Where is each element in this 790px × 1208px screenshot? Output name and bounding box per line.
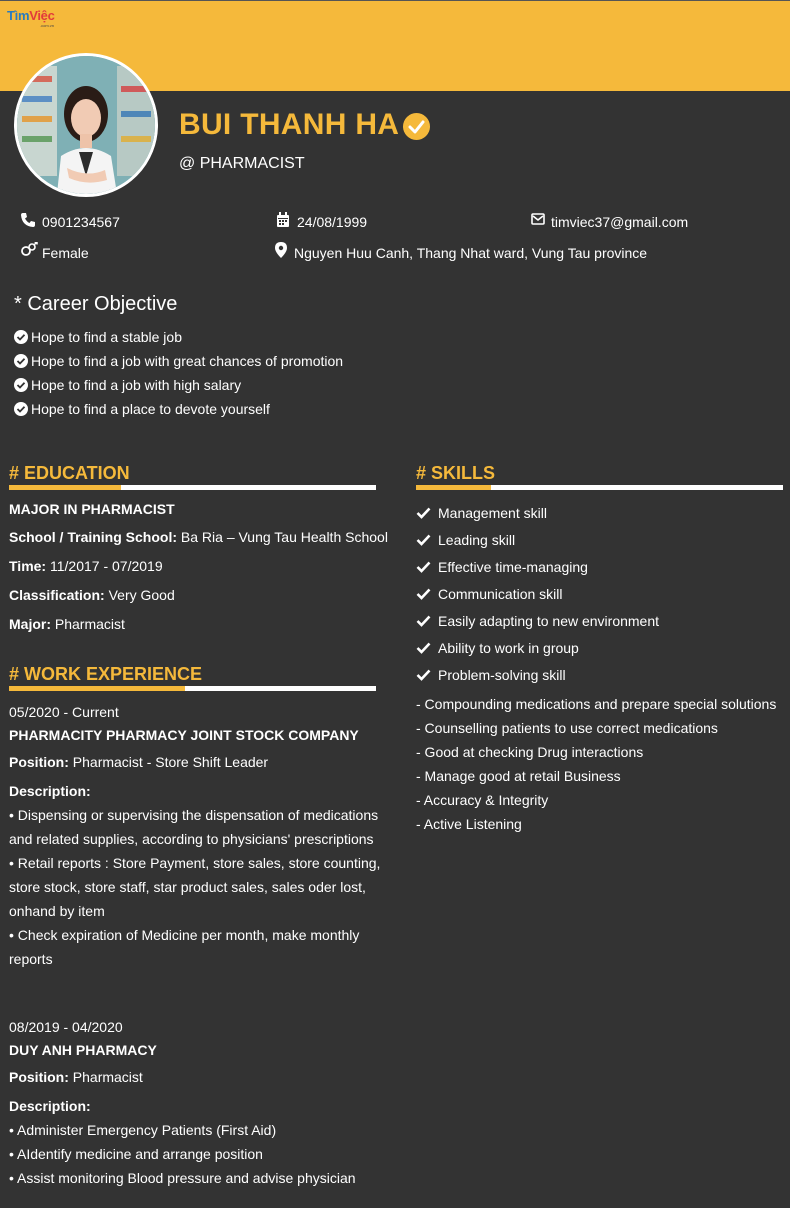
education-classification <box>9 587 175 603</box>
check-circle-icon <box>14 330 28 344</box>
skill-item <box>416 664 659 691</box>
career-objective-list <box>14 327 343 423</box>
job-title: @ PHARMACIST <box>179 155 305 172</box>
objective-item <box>14 399 343 423</box>
skill-item <box>416 583 659 610</box>
checkmark-icon <box>416 642 431 654</box>
objective-item <box>14 351 343 375</box>
job-period: 05/2020 - Current <box>9 704 119 720</box>
checkmark-icon <box>416 615 431 627</box>
description-bullet: • Dispensing or supervising the dispensation of medications and related supplies, according to physicians' prescriptions <box>9 807 379 847</box>
position-value: Pharmacist - Store Shift Leader <box>68 754 269 770</box>
major-value: Pharmacist <box>51 616 125 632</box>
skill-text: Problem-solving skill <box>438 667 566 683</box>
logo-part-1: Tìm <box>7 8 30 23</box>
job-position <box>9 1069 143 1085</box>
avatar-photo <box>17 56 155 194</box>
education-major: MAJOR IN PHARMACIST <box>9 501 175 517</box>
position-value: Pharmacist <box>68 1069 143 1085</box>
check-circle-icon <box>14 354 28 368</box>
email-address[interactable]: timviec37@gmail.com <box>551 214 689 230</box>
skill-text: Communication skill <box>438 586 563 602</box>
check-circle-icon <box>14 402 28 416</box>
job-description <box>9 1118 381 1190</box>
skills-heading: # SKILLS <box>416 463 496 483</box>
description-bullet: • Assist monitoring Blood pressure and advise physician <box>9 1170 356 1186</box>
major-label: Major: <box>9 616 51 632</box>
description-bullet: • Administer Emergency Patients (First Aid) <box>9 1122 277 1138</box>
skill-text: Ability to work in group <box>438 640 579 656</box>
description-bullet: • Check expiration of Medicine per month, make monthly reports <box>9 927 360 967</box>
education-major-row <box>9 616 125 632</box>
job-description-label: Description: <box>9 1098 91 1114</box>
classification-value: Very Good <box>104 587 175 603</box>
additional-skill: - Counselling patients to use correct medications <box>416 720 718 736</box>
objective-item <box>14 375 343 399</box>
calendar-icon <box>276 212 290 228</box>
additional-skill: - Manage good at retail Business <box>416 768 621 784</box>
objective-item <box>14 327 343 351</box>
additional-skill: - Compounding medications and prepare special solutions <box>416 696 777 712</box>
objective-text: Hope to find a stable job <box>31 329 182 345</box>
classification-label: Classification: <box>9 587 105 603</box>
skill-item <box>416 610 659 637</box>
gender-value: Female <box>42 245 89 261</box>
skill-item <box>416 529 659 556</box>
education-divider <box>9 485 376 490</box>
work-heading: # WORK EXPERIENCE <box>9 664 203 684</box>
phone-icon <box>20 212 36 228</box>
skills-list <box>416 502 659 691</box>
gender-icon <box>20 242 38 258</box>
additional-skill: - Good at checking Drug interactions <box>416 744 644 760</box>
check-circle-icon <box>14 378 28 392</box>
candidate-name: BUI THANH HA <box>179 108 400 141</box>
skills-divider <box>416 485 783 490</box>
position-label: Position: <box>9 1069 69 1085</box>
additional-skill: - Active Listening <box>416 816 522 832</box>
school-value: Ba Ria – Vung Tau Health School <box>177 529 388 545</box>
checkmark-icon <box>416 669 431 681</box>
description-bullet: • Retail reports : Store Payment, store sales, store counting, store stock, store staff, star product sales, sales oder lost, onhand by item <box>9 855 381 919</box>
verified-check-icon <box>403 113 430 140</box>
birthday-value: 24/08/1999 <box>297 214 368 230</box>
logo-subtext: .com.vn <box>40 23 55 28</box>
checkmark-icon <box>416 588 431 600</box>
additional-skill: - Accuracy & Integrity <box>416 792 549 808</box>
work-divider <box>9 686 376 691</box>
additional-skills-list <box>416 692 776 836</box>
skill-text: Easily adapting to new environment <box>438 613 660 629</box>
timviec-logo[interactable] <box>7 8 55 23</box>
job-description-label: Description: <box>9 783 91 799</box>
email-icon <box>531 212 545 226</box>
skill-item <box>416 502 659 529</box>
skill-text: Management skill <box>438 505 547 521</box>
avatar <box>14 53 158 197</box>
education-time <box>9 558 163 574</box>
phone-number[interactable]: 0901234567 <box>42 214 120 230</box>
objective-text: Hope to find a place to devote yourself <box>31 401 270 417</box>
checkmark-icon <box>416 534 431 546</box>
skill-text: Effective time-managing <box>438 559 588 575</box>
career-objective-title: * Career Objective <box>14 293 178 315</box>
checkmark-icon <box>416 561 431 573</box>
job-position <box>9 754 268 770</box>
description-bullet: • AIdentify medicine and arrange position <box>9 1146 263 1162</box>
education-heading: # EDUCATION <box>9 463 130 483</box>
time-label: Time: <box>9 558 47 574</box>
job-period: 08/2019 - 04/2020 <box>9 1019 123 1035</box>
skill-item <box>416 637 659 664</box>
checkmark-icon <box>416 507 431 519</box>
education-school <box>9 529 388 545</box>
time-value: 11/2017 - 07/2019 <box>46 558 163 574</box>
location-pin-icon <box>275 242 287 258</box>
job-company: DUY ANH PHARMACY <box>9 1042 157 1058</box>
address-value: Nguyen Huu Canh, Thang Nhat ward, Vung Tau province <box>294 245 648 261</box>
school-label: School / Training School: <box>9 529 178 545</box>
objective-text: Hope to find a job with high salary <box>31 377 242 393</box>
job-description <box>9 803 381 971</box>
position-label: Position: <box>9 754 69 770</box>
skill-item <box>416 556 659 583</box>
job-company: PHARMACITY PHARMACY JOINT STOCK COMPANY <box>9 727 359 743</box>
logo-part-2: Việc <box>29 8 55 23</box>
skill-text: Leading skill <box>438 532 516 548</box>
objective-text: Hope to find a job with great chances of promotion <box>31 353 344 369</box>
